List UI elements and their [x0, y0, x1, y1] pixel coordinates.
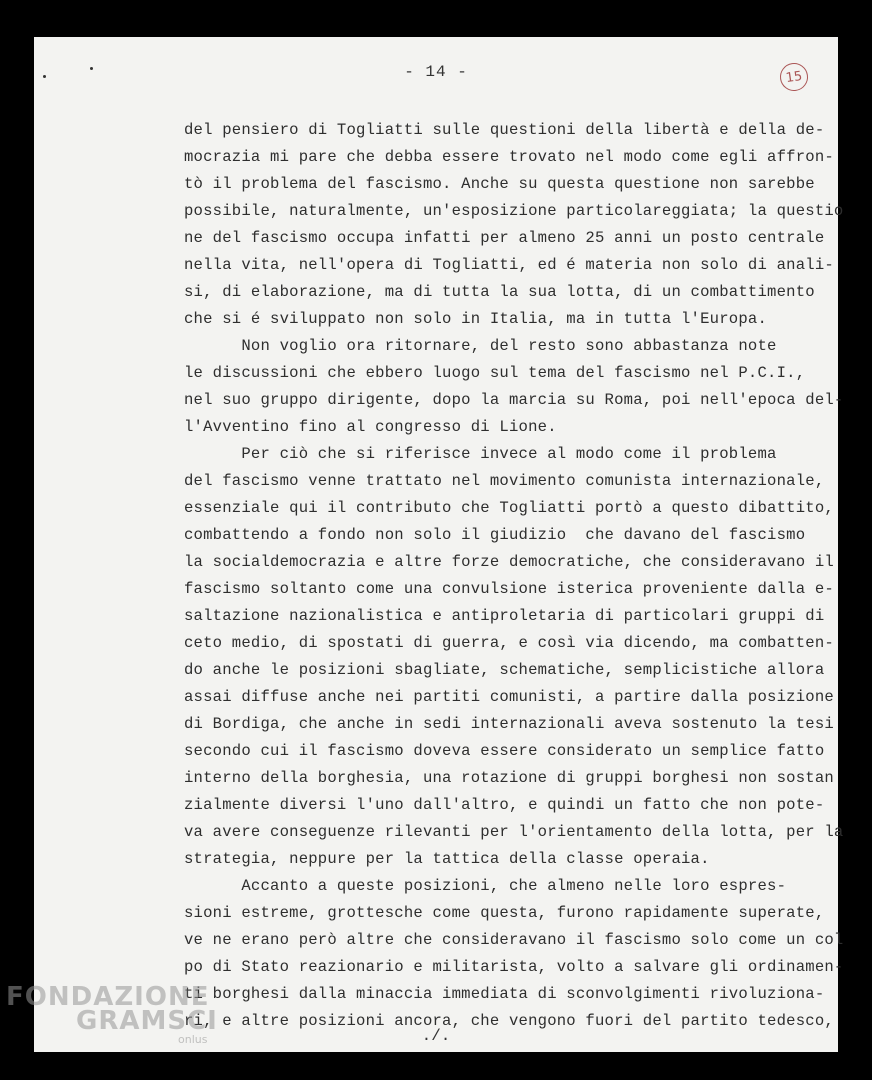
typewritten-text — [184, 117, 844, 1035]
text-line: secondo cui il fascismo doveva essere considerato un semplice fatto — [184, 742, 825, 760]
watermark-line: GRAMSCI — [76, 1006, 218, 1036]
document-page — [34, 37, 844, 1052]
text-line: si, di elaborazione, ma di tutta la sua lotta, di un combattimento — [184, 283, 815, 301]
text-line: Per ciò che si riferisce invece al modo come il problema — [184, 445, 777, 463]
watermark-line: FONDAZIONE — [6, 982, 210, 1012]
text-line: possibile, naturalmente, un'esposizione particolareggiata; la questio — [184, 202, 844, 220]
text-line: le discussioni che ebbero luogo sul tema del fascismo nel P.C.I., — [184, 364, 806, 382]
text-line: del pensiero di Togliatti sulle questioni della libertà e della de- — [184, 121, 825, 139]
text-line: combattendo a fondo non solo il giudizio che davano del fascismo — [184, 526, 806, 544]
text-line: ve ne erano però altre che consideravano il fascismo solo come un col — [184, 931, 844, 949]
text-line: l'Avventino fino al congresso di Lione. — [184, 418, 557, 436]
text-line: nella vita, nell'opera di Togliatti, ed é materia non solo di anali- — [184, 256, 834, 274]
text-line: mocrazia mi pare che debba essere trovato nel modo come egli affron- — [184, 148, 834, 166]
watermark-logo — [6, 982, 218, 1047]
text-line: ne del fascismo occupa infatti per almeno 25 anni un posto centrale — [184, 229, 825, 247]
text-line: ri, e altre posizioni ancora, che vengono fuori del partito tedesco, — [184, 1012, 834, 1030]
text-line: strategia, neppure per la tattica della classe operaia. — [184, 850, 710, 868]
text-line: essenziale qui il contributo che Togliatti portò a questo dibattito, — [184, 499, 834, 517]
text-line: tò il problema del fascismo. Anche su questa questione non sarebbe — [184, 175, 815, 193]
text-line: Non voglio ora ritornare, del resto sono abbastanza note — [184, 337, 777, 355]
text-line: del fascismo venne trattato nel movimento comunista internazionale, — [184, 472, 825, 490]
text-line: zialmente diversi l'uno dall'altro, e quindi un fatto che non pote- — [184, 796, 825, 814]
text-line: saltazione nazionalistica e antiproletaria di particolari gruppi di — [184, 607, 825, 625]
watermark-line: onlus — [178, 1033, 208, 1046]
text-line: nel suo gruppo dirigente, dopo la marcia su Roma, poi nell'epoca del- — [184, 391, 844, 409]
text-line: la socialdemocrazia e altre forze democratiche, che consideravano il — [184, 553, 834, 571]
continuation-mark: ./. — [421, 1027, 451, 1045]
text-line: do anche le posizioni sbagliate, schematiche, semplicistiche allora — [184, 661, 825, 679]
text-line: interno della borghesia, una rotazione di gruppi borghesi non sostan — [184, 769, 834, 787]
text-line: che si é sviluppato non solo in Italia, ma in tutta l'Europa. — [184, 310, 768, 328]
text-line: fascismo soltanto come una convulsione isterica proveniente dalla e- — [184, 580, 834, 598]
text-line: assai diffuse anche nei partiti comunisti, a partire dalla posizione — [184, 688, 834, 706]
text-line: di Bordiga, che anche in sedi internazionali aveva sostenuto la tesi — [184, 715, 834, 733]
text-line: po di Stato reazionario e militarista, volto a salvare gli ordinamen- — [184, 958, 844, 976]
text-line: sioni estreme, grottesche come questa, furono rapidamente superate, — [184, 904, 825, 922]
archive-page-mark: 15 — [778, 61, 810, 93]
page-number: - 14 - — [404, 63, 468, 81]
text-line: ti borghesi dalla minaccia immediata di sconvolgimenti rivoluziona- — [184, 985, 825, 1003]
text-line: ceto medio, di spostati di guerra, e così via dicendo, ma combatten- — [184, 634, 834, 652]
text-line: Accanto a queste posizioni, che almeno nelle loro espres- — [184, 877, 787, 895]
text-line: va avere conseguenze rilevanti per l'orientamento della lotta, per la — [184, 823, 844, 841]
